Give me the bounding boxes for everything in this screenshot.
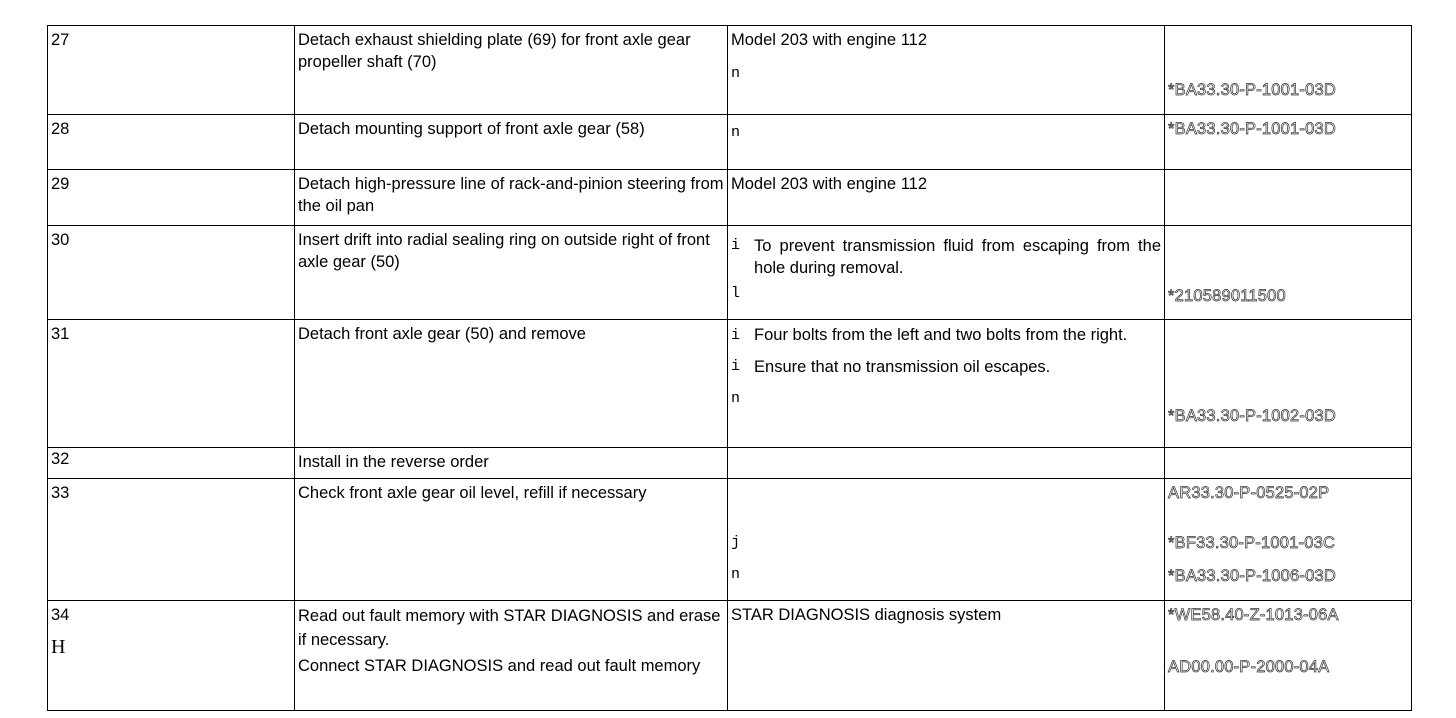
table-row (48, 26, 1412, 115)
reference-cell (1165, 601, 1412, 711)
operation-text: Connect STAR DIAGNOSIS and read out fault memory (298, 657, 701, 675)
table-row (48, 320, 1412, 448)
step-number: 30 (48, 226, 295, 320)
step-number-cell (48, 601, 295, 711)
reference-cell (1165, 479, 1412, 601)
condition-text: Model 203 with engine 112 (731, 31, 928, 49)
info-icon: i (731, 327, 741, 344)
table-row (48, 448, 1412, 479)
operation-text: Check front axle gear oil level, refill if necessary (295, 479, 728, 601)
info-note (731, 323, 1161, 348)
operation-text: Install in the reverse order (295, 448, 728, 479)
condition-cell (728, 448, 1165, 479)
hint-icon: H (51, 636, 66, 658)
symbol-j-icon: j (731, 534, 741, 551)
reference-link[interactable]: *BA33.30-P-1001-03D (1168, 120, 1336, 138)
note-text: Four bolts from the left and two bolts from the right. (754, 326, 1128, 344)
operation-text: Detach high-pressure line of rack-and-pinion steering from the oil pan (295, 170, 728, 226)
symbol-n-icon: n (731, 124, 741, 141)
reference-cell (1165, 320, 1412, 448)
reference-cell (1165, 115, 1412, 170)
step-number: 33 (48, 479, 295, 601)
reference-cell (1165, 448, 1412, 479)
operation-text: Read out fault memory with STAR DIAGNOSIS and erase if necessary. (298, 607, 721, 649)
step-number: 28 (48, 115, 295, 170)
operation-text: Insert drift into radial sealing ring on outside right of front axle gear (50) (295, 226, 728, 320)
symbol-l-icon: l (731, 285, 741, 302)
operation-text: Detach exhaust shielding plate (69) for front axle gear propeller shaft (70) (295, 26, 728, 115)
reference-cell (1165, 26, 1412, 115)
info-note (731, 356, 1161, 378)
condition-text: STAR DIAGNOSIS diagnosis system (728, 601, 1165, 711)
info-icon: i (731, 358, 741, 375)
step-number: 32 (48, 448, 295, 479)
operation-cell (295, 601, 728, 711)
condition-text: Model 203 with engine 112 (728, 170, 1165, 226)
operation-text: Detach mounting support of front axle gear (58) (295, 115, 728, 170)
info-note (731, 235, 1161, 279)
step-number: 27 (48, 26, 295, 115)
reference-link[interactable]: *WE58.40-Z-1013-06A (1168, 606, 1339, 624)
operation-text: Detach front axle gear (50) and remove (295, 320, 728, 448)
step-number: 34 (51, 606, 70, 624)
condition-cell (728, 479, 1165, 601)
step-number: 29 (48, 170, 295, 226)
condition-cell (728, 320, 1165, 448)
table-row (48, 170, 1412, 226)
reference-cell (1165, 170, 1412, 226)
reference-link[interactable]: *BA33.30-P-1006-03D (1168, 567, 1336, 585)
note-text: Ensure that no transmission oil escapes. (754, 358, 1051, 376)
symbol-n-icon: n (731, 566, 741, 583)
reference-link[interactable]: AR33.30-P-0525-02P (1168, 484, 1330, 502)
reference-cell (1165, 226, 1412, 320)
info-icon: i (731, 237, 741, 254)
reference-link[interactable]: *210589011500 (1168, 287, 1286, 305)
reference-link[interactable]: *BA33.30-P-1002-03D (1168, 407, 1336, 425)
condition-cell (728, 115, 1165, 170)
table-row (48, 479, 1412, 601)
table-row (48, 115, 1412, 170)
condition-cell (728, 26, 1165, 115)
table-row (48, 226, 1412, 320)
step-number: 31 (48, 320, 295, 448)
table-row (48, 601, 1412, 711)
reference-link[interactable]: *BA33.30-P-1001-03D (1168, 81, 1336, 99)
symbol-n-icon: n (731, 390, 741, 407)
condition-cell (728, 226, 1165, 320)
reference-link[interactable]: AD00.00-P-2000-04A (1168, 658, 1330, 676)
symbol-n-icon: n (731, 65, 741, 82)
reference-link[interactable]: *BF33.30-P-1001-03C (1168, 534, 1336, 552)
note-text: To prevent transmission fluid from escaping from the hole during removal. (754, 237, 1161, 277)
procedure-table (47, 25, 1412, 711)
